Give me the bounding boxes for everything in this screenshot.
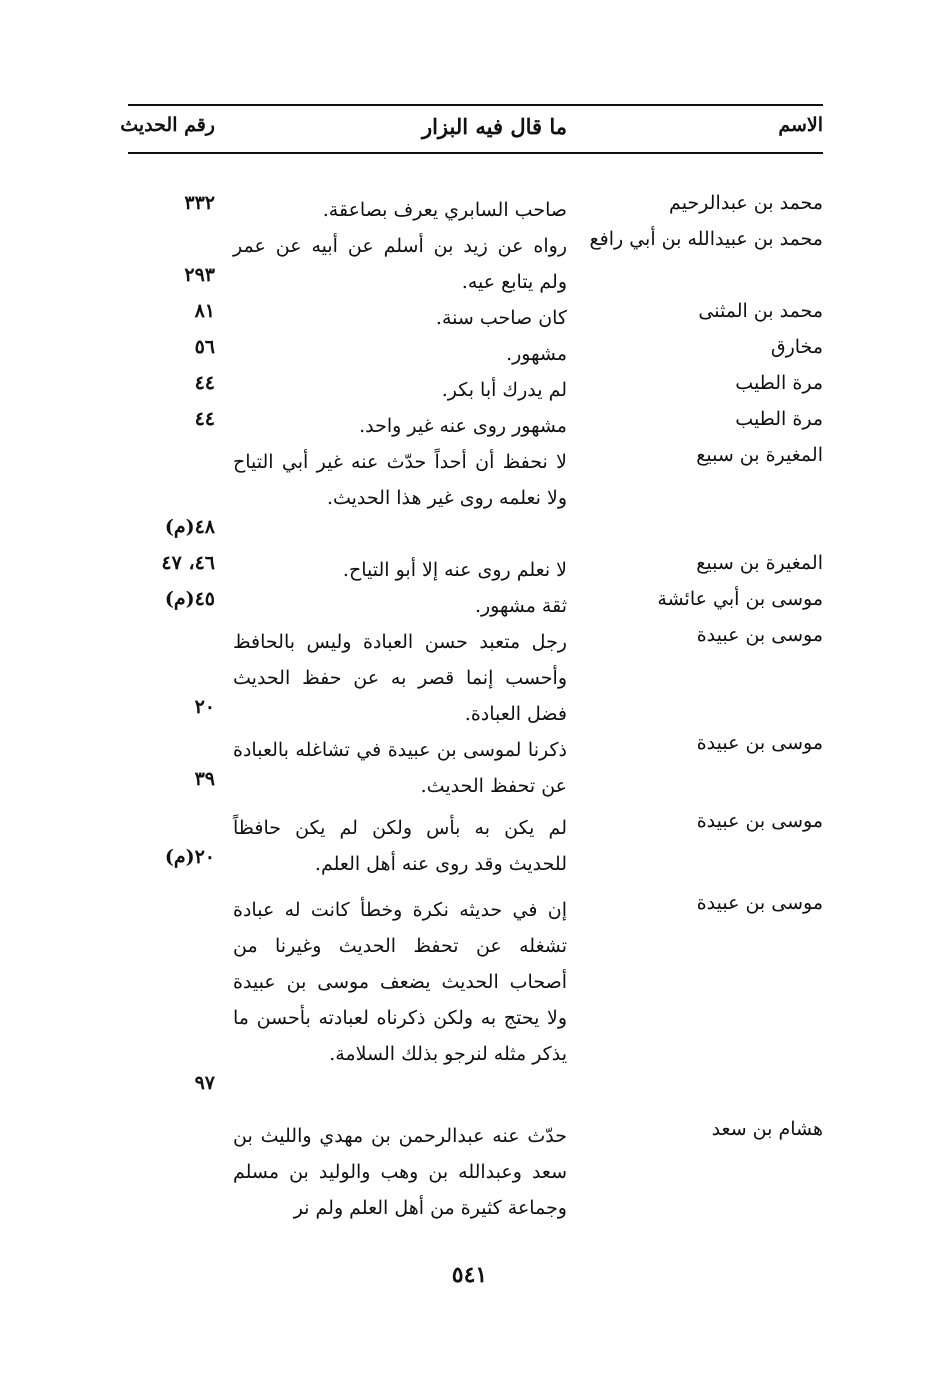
hadith-number: ٢٩٣ (184, 264, 215, 286)
hadith-number: ٤٨(م) (164, 516, 215, 538)
hadith-number: ٣٩ (194, 768, 215, 790)
narrator-name: موسى بن أبي عائشة (657, 588, 823, 610)
hadith-number: ٤٥(م) (164, 588, 215, 610)
narrator-name: موسى بن عبيدة (696, 810, 823, 832)
hadith-number: ٣٣٢ (184, 192, 215, 214)
narrator-name: موسى بن عبيدة (696, 624, 823, 646)
bazzar-statement: حدّث عنه عبدالرحمن بن مهدي والليث بن سعد وعبدالله بن وهب والوليد بن مسلم وجماعة كثيرة من أهل العلم ولم نر (233, 1125, 567, 1219)
narrator-name: مرة الطيب (735, 408, 823, 430)
hadith-number: ٨١ (194, 300, 215, 322)
narrator-name: المغيرة بن سبيع (696, 444, 823, 466)
hadith-number: ٤٤ (194, 408, 215, 430)
narrator-name: محمد بن عبدالرحيم (669, 192, 823, 214)
bazzar-statement: كان صاحب سنة. (435, 307, 567, 329)
header-bottom-rule (128, 152, 823, 154)
bazzar-statement: مشهور روى عنه غير واحد. (359, 415, 567, 437)
narrator-name: محمد بن عبيدالله بن أبي رافع (589, 228, 823, 250)
hadith-number: ٤٤ (194, 372, 215, 394)
narrator-name: موسى بن عبيدة (696, 892, 823, 914)
bazzar-statement: ثقة مشهور. (474, 595, 567, 617)
hadith-number: ٥٦ (194, 336, 215, 358)
bazzar-statement: لم يكن به بأس ولكن لم يكن حافظاً للحديث وقد روى عنه أهل العلم. (233, 817, 567, 875)
hadith-number: ٢٠(م) (164, 846, 215, 868)
bazzar-statement: ذكرنا لموسى بن عبيدة في تشاغله بالعبادة عن تحفظ الحديث. (233, 739, 567, 797)
bazzar-statement: صاحب السابري يعرف بصاعقة. (322, 199, 567, 221)
narrator-name: مرة الطيب (735, 372, 823, 394)
hadith-number: ٤٦، ٤٧ (161, 552, 215, 574)
narrator-name: محمد بن المثنى (698, 300, 823, 322)
page-number: ٥٤١ (451, 1262, 488, 1288)
narrator-name: المغيرة بن سبيع (696, 552, 823, 574)
narrator-name: مخارق (770, 336, 823, 358)
bazzar-statement: لا نحفظ أن أحداً حدّث عنه غير أبي التياح ولا نعلمه روى غير هذا الحديث. (233, 451, 567, 509)
column-header-name: الاسم (778, 114, 823, 136)
hadith-number: ٢٠ (194, 696, 215, 718)
bazzar-statement: لم يدرك أبا بكر. (441, 379, 567, 401)
bazzar-statement: إن في حديثه نكرة وخطأ كانت له عبادة تشغله عن تحفظ الحديث وغيرنا من أصحاب الحديث يضعف موسى بن عبيدة ولا يحتج به ولكن ذكرناه لعبادته بأحسن ما يذكر مثله لنرجو بذلك السلامة. (233, 899, 567, 1065)
narrator-name: هشام بن سعد (711, 1118, 823, 1140)
narrator-name: موسى بن عبيدة (696, 732, 823, 754)
column-header-number: رقم الحديث (120, 114, 215, 136)
bazzar-statement: رجل متعبد حسن العبادة وليس بالحافظ وأحسب إنما قصر به عن حفظ الحديث فضل العبادة. (233, 631, 567, 725)
bazzar-statement: رواه عن زيد بن أسلم عن أبيه عن عمر ولم يتابع عيه. (233, 235, 567, 293)
header-top-rule (128, 104, 823, 106)
bazzar-statement: لا نعلم روى عنه إلا أبو التياح. (342, 559, 567, 581)
column-header-said: ما قال فيه البزار (421, 114, 567, 139)
hadith-number: ٩٧ (194, 1072, 215, 1094)
bazzar-statement: مشهور. (506, 343, 567, 365)
